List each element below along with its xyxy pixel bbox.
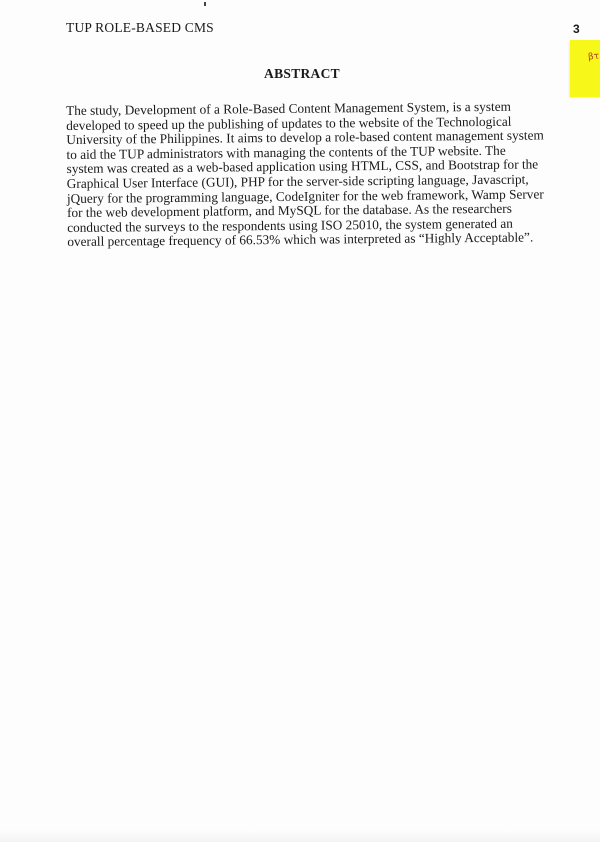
abstract-line: conducted the surveys to the respondents using ISO 25010, the system generated an [67, 215, 513, 235]
abstract-line: University of the Philippines. It aims to develop a role-based content management system [66, 127, 544, 148]
handwritten-mark-icon: βτ [587, 51, 600, 63]
abstract-line: to aid the TUP administrators with managing the contents of the TUP website. The [66, 142, 506, 162]
abstract-line: developed to speed up the publishing of updates to the website of the Technological [66, 113, 512, 133]
abstract-heading: ABSTRACT [264, 66, 340, 81]
abstract-line: system was created as a web-based application using HTML, CSS, and Bootstrap for the [66, 156, 539, 177]
abstract-body [66, 99, 547, 250]
running-head: TUP ROLE-BASED CMS [66, 20, 214, 35]
abstract-line: Graphical User Interface (GUI), PHP for the server-side scripting language, Javascript, [66, 171, 529, 191]
abstract-line: jQuery for the programming language, CodeIgniter for the web framework, Wamp Server [66, 185, 544, 206]
abstract-line: The study, Development of a Role-Based Content Management System, is a system [65, 98, 511, 118]
scan-speck [204, 2, 206, 6]
scan-edge [0, 830, 600, 842]
abstract-line: overall percentage frequency of 66.53% which was interpreted as “Highly Acceptable”. [67, 229, 534, 250]
page-number: 3 [573, 22, 580, 36]
abstract-line: for the web development platform, and MySQL for the database. As the researchers [66, 200, 512, 221]
